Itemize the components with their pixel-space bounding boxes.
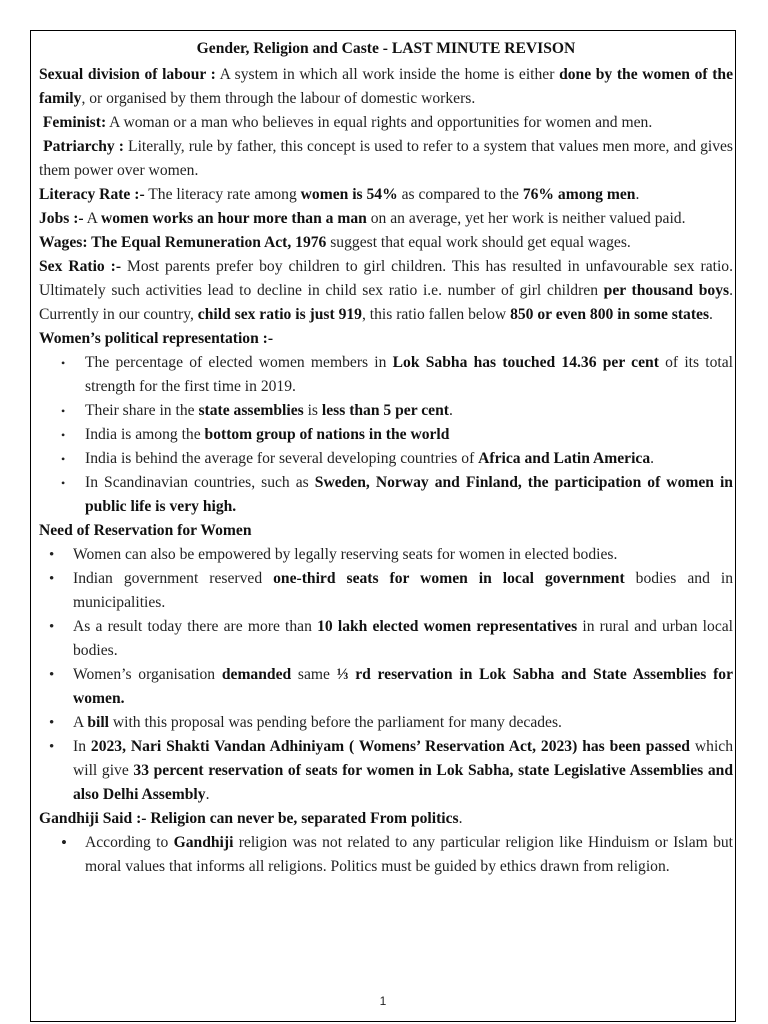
list-item [39, 399, 733, 423]
text: . [709, 306, 713, 323]
bold-text: child sex ratio is just 919 [197, 306, 362, 323]
gandhi-list [39, 831, 733, 879]
text: Most parents prefer boy children to girl children. This has resulted in unfavourable sex ratio. Ultimately such activities lead to decline in child sex ratio i.e. number of girl children [39, 258, 733, 299]
text: Women’s organisation [73, 666, 222, 683]
term: Literacy Rate :- [39, 186, 145, 203]
text: as compared to the [397, 186, 523, 203]
bold-text: women is 54% [300, 186, 398, 203]
list-item [39, 831, 733, 879]
text: . [448, 402, 453, 419]
text: India is behind the average for several developing countries of [85, 450, 479, 467]
bold-text: done by the women of the family [39, 66, 733, 107]
reservation-list [39, 543, 733, 807]
document-page [30, 30, 736, 1022]
bold-text: Gandhiji Said :- Religion can never be, separated From politics [39, 810, 459, 827]
paragraph-feminist [39, 111, 733, 135]
bold-text: per thousand boys [603, 282, 730, 299]
list-item [39, 711, 733, 735]
text: . Currently in our country, [39, 282, 733, 323]
text: on an average, yet her work is neither valued paid. [366, 210, 686, 227]
term: Patriarchy : [43, 138, 124, 155]
list-item [39, 423, 733, 447]
term: Sexual division of labour : [39, 66, 216, 83]
bold-text: 33 percent reservation of seats for women in Lok Sabha, state Legislative Assemblies and also Delhi Assembly [73, 762, 733, 803]
text: The percentage of elected women members in [85, 354, 393, 371]
list-item [39, 447, 733, 471]
text: Their share in the [85, 402, 199, 419]
list-item [39, 351, 733, 399]
page-number: 1 [379, 994, 387, 1008]
text: of its total strength for the first time in 2019. [85, 354, 733, 395]
paragraph-sex-ratio [39, 255, 733, 327]
text: suggest that equal work should get equal wages. [326, 234, 631, 251]
text: In Scandinavian countries, such as [85, 474, 315, 491]
document-title: Gender, Religion and Caste - LAST MINUTE REVISON [196, 40, 576, 57]
bold-text: bill [87, 714, 109, 731]
bold-text: 10 lakh elected women representatives [317, 618, 578, 635]
text: bodies and in municipalities. [73, 570, 733, 611]
list-item [39, 543, 733, 567]
bold-text: bottom group of nations in the world [204, 426, 450, 443]
text: . [635, 186, 640, 203]
paragraph-patriarchy [39, 135, 733, 183]
list-item [39, 615, 733, 663]
text: is [303, 402, 322, 419]
list-item [39, 735, 733, 807]
bold-text: state assemblies [198, 402, 304, 419]
paragraph-jobs [39, 207, 733, 231]
text: , or organised by them through the labour of domestic workers. [81, 90, 476, 107]
text: India is among the [85, 426, 205, 443]
bold-text: 2023, Nari Shakti Vandan Adhiniyam ( Womens’ Reservation Act, 2023) has been passed [90, 738, 690, 755]
text: A [73, 714, 88, 731]
text: A system in which all work inside the home is either [215, 66, 560, 83]
bold-text: demanded [221, 666, 292, 683]
text: with this proposal was pending before the parliament for many decades. [108, 714, 562, 731]
bold-text: Sweden, Norway and Finland, the participation of women in public life is very high. [85, 474, 733, 515]
bold-text: 76% among men [522, 186, 636, 203]
bold-text: 850 or even 800 in some states [510, 306, 710, 323]
bold-text: ⅓ rd reservation in Lok Sabha and State Assemblies for women. [73, 666, 733, 707]
text: Women can also be empowered by legally reserving seats for women in elected bodies. [73, 546, 618, 563]
text: same [291, 666, 337, 683]
bold-text: women works an hour more than a man [100, 210, 367, 227]
bold-text: less than 5 per cent [321, 402, 449, 419]
section-heading-political: Women’s political representation :- [39, 330, 274, 347]
text: . [458, 810, 463, 827]
bold-text: Africa and Latin America [478, 450, 651, 467]
text: in rural and urban local bodies. [73, 618, 733, 659]
bold-text: Gandhiji [173, 834, 234, 851]
text: . [650, 450, 655, 467]
text: , this ratio fallen below [361, 306, 511, 323]
list-item [39, 471, 733, 519]
text: Indian government reserved [73, 570, 274, 587]
text: In [73, 738, 91, 755]
paragraph-sexual-division [39, 63, 733, 111]
text: According to [85, 834, 174, 851]
list-item [39, 663, 733, 711]
text: A [83, 210, 101, 227]
paragraph-wages [39, 231, 733, 255]
term: Feminist: [42, 114, 107, 131]
text: The literacy rate among [144, 186, 301, 203]
text: Literally, rule by father, this concept is used to refer to a system that values men more, and gives them power over women. [39, 138, 733, 179]
paragraph-literacy [39, 183, 733, 207]
term: Jobs :- [39, 210, 84, 227]
section-heading-reservation: Need of Reservation for Women [39, 522, 252, 539]
term: Wages: The Equal Remuneration Act, 1976 [39, 234, 327, 251]
text: which will give [73, 738, 733, 779]
section-heading-gandhi [39, 807, 733, 831]
political-list [39, 351, 733, 519]
text: . [205, 786, 210, 803]
text: As a result today there are more than [73, 618, 318, 635]
text: A woman or a man who believes in equal rights and opportunities for women and men. [106, 114, 653, 131]
term: Sex Ratio :- [39, 258, 122, 275]
bold-text: Lok Sabha has touched 14.36 per cent [392, 354, 659, 371]
text: religion was not related to any particular religion like Hinduism or Islam but moral values that informs all religions. Politics must be guided by ethics drawn from religion. [85, 834, 733, 875]
bold-text: one-third seats for women in local government [273, 570, 625, 587]
list-item [39, 567, 733, 615]
